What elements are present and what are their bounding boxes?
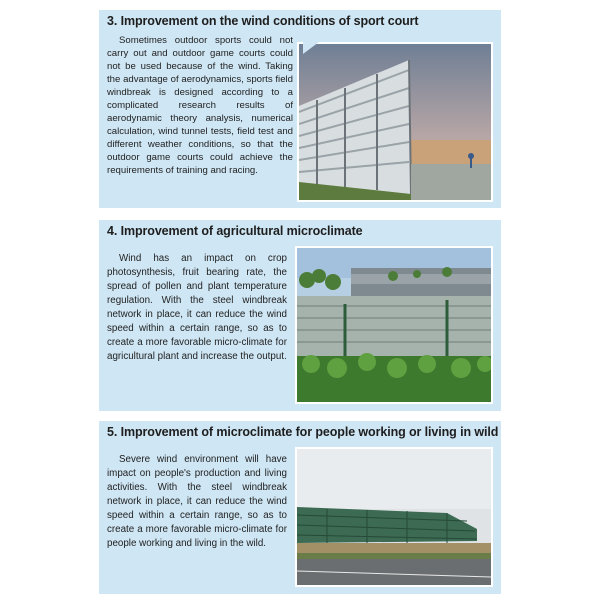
section-sport-court bbox=[99, 10, 501, 208]
agricultural-windbreak-photo bbox=[295, 246, 493, 404]
section-title: 3. Improvement on the wind conditions of sport court bbox=[107, 14, 419, 28]
section-wild-living bbox=[99, 421, 501, 594]
section-title: 4. Improvement of agricultural microclimate bbox=[107, 224, 363, 238]
photo-pointer bbox=[303, 42, 319, 54]
section-title: 5. Improvement of microclimate for people working or living in wild bbox=[107, 425, 499, 439]
section-body: Sometimes outdoor sports could not carry out and outdoor game courts could not be used because of the wind. Taking the advantage of aerodynamics, sports field windbreak is designed according to a complicated research results of aerodynamic theory analysis, numerical calculation, wind tunnel tests, field test and different weather conditions, so that the outdoor game courts could achieve the requirements of training and racing. bbox=[107, 35, 293, 176]
sport-court-windbreak-photo bbox=[297, 42, 493, 202]
section-body: Severe wind environment will have impact on people's production and living activities. With the steel windbreak network in place, it can reduce the wind speed within a certain range, so as to create a more favorable micro-climate for people working and living in the wild. bbox=[107, 454, 287, 549]
wild-windbreak-photo bbox=[295, 447, 493, 587]
section-agricultural bbox=[99, 220, 501, 411]
section-body: Wind has an impact on crop photosynthesis, fruit bearing rate, the spread of pollen and plant temperature regulation. With the steel windbreak network in place, it can reduce the wind speed within a certain range, so as to create a more favorable micro-climate for agricultural plant and increase the output. bbox=[107, 253, 287, 362]
